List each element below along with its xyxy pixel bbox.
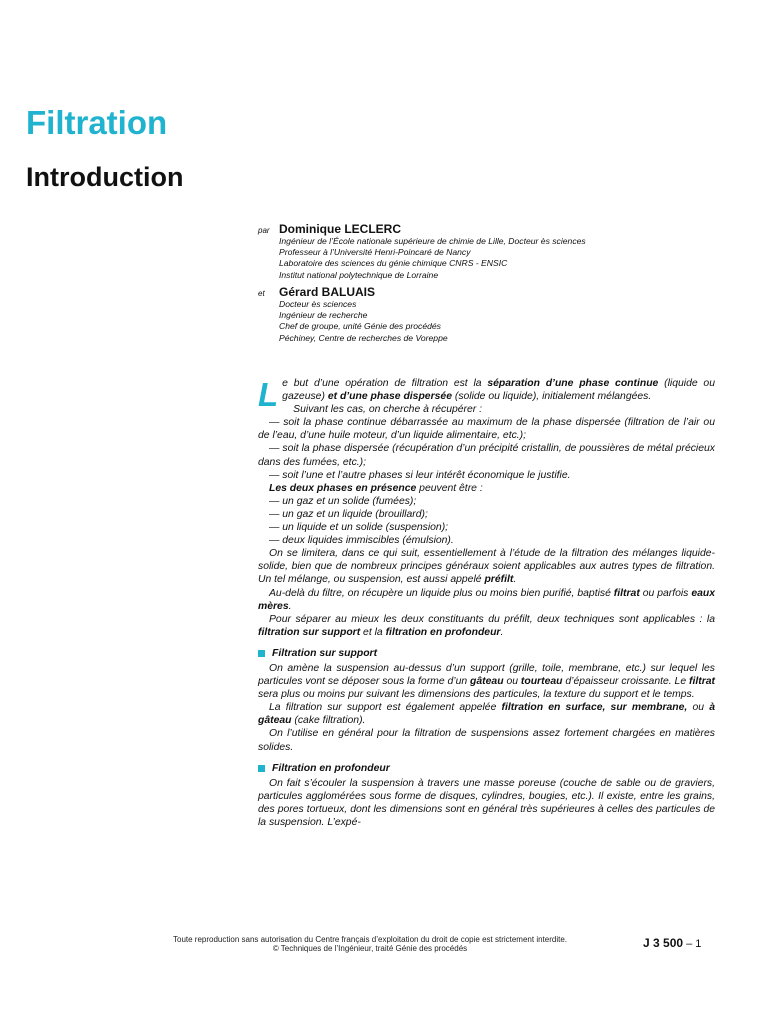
text-run: e but d’une opération de filtration est la [282, 378, 488, 389]
author-affiliation: Institut national polytechnique de Lorraine [279, 269, 439, 280]
emphasis: à gâteau [258, 702, 715, 727]
text-run: et la [360, 626, 386, 638]
emphasis: filtration sur support [258, 626, 361, 638]
page-number: – 1 [683, 938, 702, 950]
list-item: — soit la phase continue débarrassée au maximum de la phase dispersée (filtration de l’air ou de l’eau, d’une huile moteur, d’un liquide alimentaire, etc.); [258, 417, 715, 442]
text-run: On se limitera, dans ce qui suit, essentiellement à l’étude de la filtration des mélanges liquide-solide, bien que de nombreux principes généraux soient applicables aux autres types de filtration. Un tel mélange, ou suspension, est aussi appelé [258, 548, 715, 586]
emphasis: et d’une phase dispersée [327, 391, 452, 403]
emphasis: filtrat [689, 676, 715, 688]
author-name: Dominique LECLERC [279, 222, 401, 236]
emphasis: filtration en profondeur [385, 626, 501, 638]
drop-cap: L [258, 376, 279, 413]
emphasis: séparation d’une phase continue [487, 378, 659, 389]
emphasis: filtrat [613, 587, 640, 599]
paragraph [258, 662, 715, 701]
document-title: Filtration [26, 104, 168, 141]
paragraph [258, 701, 715, 727]
author-affiliation: Docteur ès sciences [279, 299, 357, 309]
author-block-1 [258, 222, 718, 281]
list-item: — soit la phase dispersée (récupération d’un précipité cristallin, de poussières de métal précieux dans des fumées, etc.); [258, 443, 715, 468]
section-heading [258, 647, 715, 660]
emphasis: tourteau [520, 676, 563, 688]
emphasis: gâteau [470, 676, 504, 688]
page-reference [643, 936, 701, 950]
document-subtitle: Introduction [26, 162, 184, 192]
paragraph [258, 482, 715, 495]
author-affiliation: Péchiney, Centre de recherches de Voreppe [279, 332, 448, 343]
author-affiliation: Ingénieur de l’École nationale supérieure de chimie de Lille, Docteur ès sciences [279, 236, 586, 246]
paragraph: Suivant les cas, on cherche à récupérer : [293, 404, 483, 416]
emphasis: préfilt [484, 574, 514, 586]
list-item: — un liquide et un solide (suspension); [269, 522, 449, 534]
text-run: La filtration sur support est également appelée [269, 702, 502, 714]
text-run: d’épaisseur croissante. Le [562, 676, 690, 688]
author-affiliation: Laboratoire des sciences du génie chimique CNRS - ENSIC [279, 258, 508, 269]
text-run: . [288, 600, 292, 612]
text-run: ou [687, 702, 710, 714]
text-run: . [513, 574, 517, 586]
copyright-line: Toute reproduction sans autorisation du Centre français d’exploitation du droit de copie est strictement interdite. [173, 935, 567, 944]
section-heading-text: Filtration sur support [272, 647, 378, 659]
emphasis: eaux mères [258, 587, 715, 612]
author-prefix: et [258, 289, 265, 298]
author-affiliation: Professeur à l’Université Henri-Poincaré de Nancy [279, 247, 471, 258]
text-run: ou parfois [639, 587, 692, 599]
list-item: — deux liquides immiscibles (émulsion). [269, 535, 454, 547]
text-run: (cake filtration). [291, 715, 366, 727]
emphasis: filtration en surface, sur membrane, [501, 702, 688, 714]
text-run: (solide ou liquide), initialement mélangées. [451, 391, 652, 403]
text-run: ou [503, 676, 521, 688]
list-item: — un gaz et un solide (fumées); [269, 495, 417, 507]
author-affiliation: Ingénieur de recherche [279, 310, 368, 321]
section-heading [258, 762, 715, 775]
paragraph [258, 547, 715, 586]
list-item: — un gaz et un liquide (brouillard); [269, 508, 428, 520]
text-run: Au-delà du filtre, on récupère un liquide plus ou moins bien purifié, baptisé [269, 587, 614, 599]
paragraph [258, 587, 715, 613]
list-item: — soit l’une et l’autre phases si leur intérêt économique le justifie. [269, 469, 571, 481]
paragraph: On fait s’écouler la suspension à travers une masse poreuse (couche de sable ou de graviers, particules agglomérées sous forme de disques, cylindres, bougies, etc.). Il existe, entre les grains, des pores tortueux, dont les dimensions sont en général très supérieures à celles des particules de la suspension. L’expé- [258, 777, 715, 828]
text-run: On amène la suspension au-dessus d’un support (grille, toile, membrane, etc.) sur lequel les particules vont se déposer sous la forme d’un [258, 662, 715, 688]
square-bullet-icon [258, 650, 265, 657]
text-run: . [500, 626, 504, 638]
document-ref: J 3 500 [643, 936, 684, 950]
text-run: Pour séparer au mieux les deux constituants du préfilt, deux techniques sont applicables : la [269, 613, 715, 625]
author-affiliation: Chef de groupe, unité Génie des procédés [279, 321, 441, 332]
copyright-notice [130, 935, 610, 953]
author-prefix: par [258, 226, 270, 235]
article-body [258, 377, 715, 829]
section-heading-text: Filtration en profondeur [272, 762, 390, 774]
text-run: peuvent être : [416, 482, 483, 494]
square-bullet-icon [258, 765, 265, 772]
copyright-line: © Techniques de l’Ingénieur, traité Génie des procédés [272, 944, 468, 953]
paragraph: On l’utilise en général pour la filtration de suspensions assez fortement chargées en matières solides. [258, 728, 715, 753]
paragraph [258, 613, 715, 639]
emphasis: Les deux phases en présence [269, 482, 417, 494]
text-run: sera plus ou moins pur suivant les dimensions des particules, la texture du support et le temps. [258, 689, 695, 701]
author-block-2 [258, 285, 718, 344]
author-name: Gérard BALUAIS [279, 285, 376, 299]
text-run: (liquide ou gazeuse) [282, 378, 715, 403]
